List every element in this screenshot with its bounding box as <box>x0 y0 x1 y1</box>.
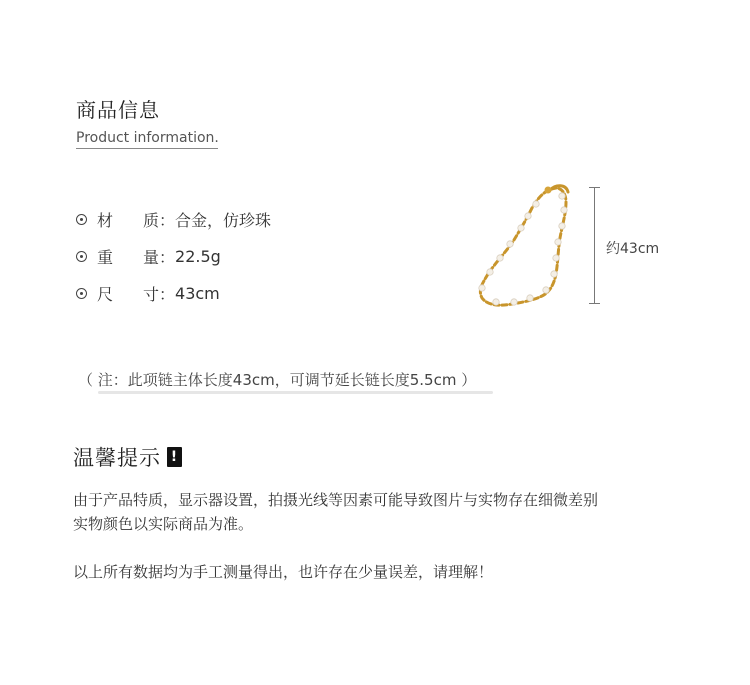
spec-row-material <box>76 207 271 231</box>
spec-label-second: 寸： <box>143 284 176 304</box>
bullet-icon <box>76 251 87 262</box>
spec-value: 合金，仿珍珠 <box>175 210 272 230</box>
measure-cap-top <box>589 187 600 188</box>
exclamation-icon: ! <box>167 447 182 467</box>
note-highlight <box>98 391 493 394</box>
tips-paragraph-line: 由于产品特质，显示器设置，拍摄光线等因素可能导致图片与实物存在细微差别 <box>73 491 599 509</box>
spec-row-size <box>76 281 220 305</box>
tips-heading <box>73 442 182 472</box>
spec-label-first: 材 <box>97 210 114 230</box>
spec-label-second: 质： <box>143 210 176 230</box>
spec-label-first: 重 <box>97 247 114 267</box>
bullet-icon <box>76 288 87 299</box>
tips-title: 温馨提示 <box>73 446 161 470</box>
section-title: 商品信息 <box>76 98 160 122</box>
section-subtitle: Product information. <box>76 130 219 146</box>
spec-label-first: 尺 <box>97 284 114 304</box>
bullet-icon <box>76 214 87 225</box>
necklace-image <box>470 178 582 318</box>
spec-value: 22.5g <box>175 246 221 266</box>
spec-label-second: 量： <box>143 247 176 267</box>
spec-value: 43cm <box>175 283 220 303</box>
tips-paragraph: 以上所有数据均为手工测量得出，也许存在少量误差，请理解！ <box>73 563 494 581</box>
measure-label: 约43cm <box>606 241 660 257</box>
measure-cap-bottom <box>589 303 600 304</box>
subtitle-underline <box>76 148 218 149</box>
length-note: （ 注：此项链主体长度43cm，可调节延长链长度5.5cm ） <box>78 371 477 389</box>
spec-row-weight <box>76 244 221 268</box>
measure-line <box>594 187 595 304</box>
tips-paragraph-line: 实物颜色以实际商品为准。 <box>73 515 254 533</box>
